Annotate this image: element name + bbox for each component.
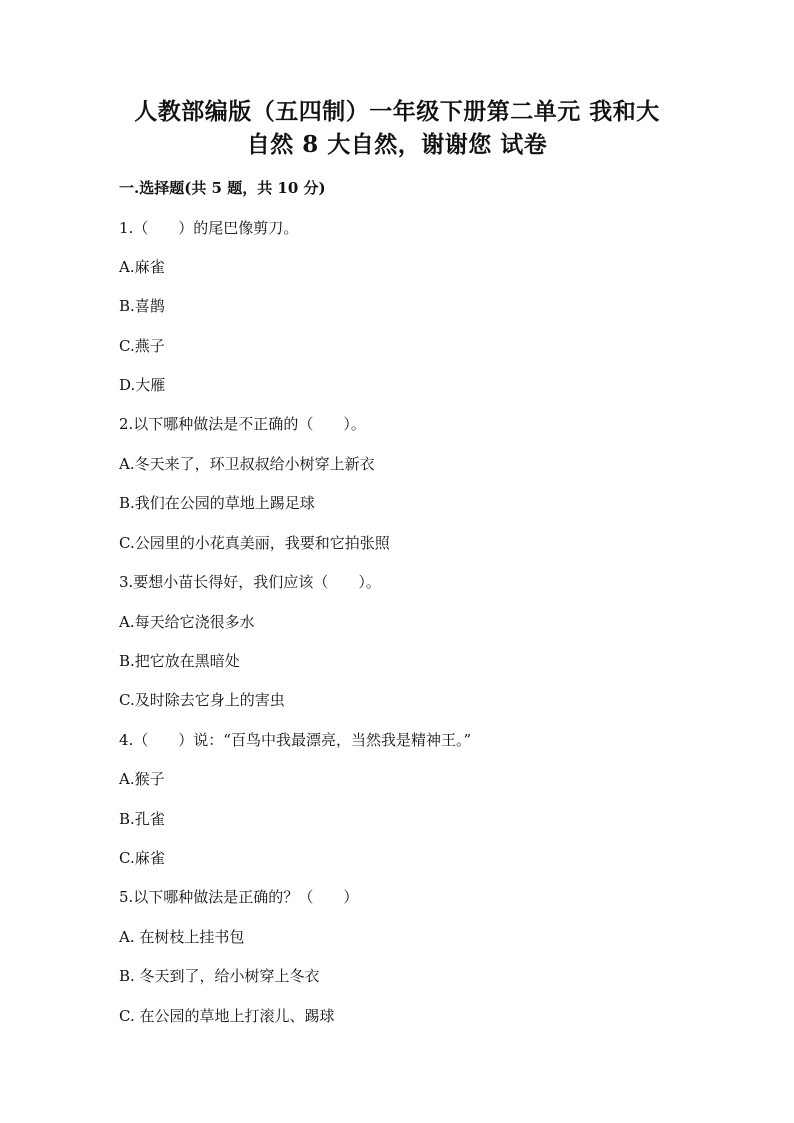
- question-4-option-c: C.麻雀: [119, 849, 165, 867]
- question-3-option-b: B.把它放在黑暗处: [119, 652, 240, 670]
- question-5-stem: 5.以下哪种做法是正确的？（ ）: [119, 888, 359, 906]
- question-1-option-a: A.麻雀: [119, 258, 165, 276]
- question-1-option-d: D.大雁: [119, 376, 166, 394]
- document-title-line-1: 人教部编版（五四制）一年级下册第二单元 我和大: [134, 98, 660, 125]
- question-5-option-c: C. 在公园的草地上打滚儿、踢球: [119, 1007, 335, 1025]
- question-4-stem: 4.（ ）说：“百鸟中我最漂亮，当然我是精神王。”: [119, 731, 472, 749]
- question-3-stem: 3.要想小苗长得好，我们应该（ ）。: [119, 573, 381, 591]
- question-3-option-a: A.每天给它浇很多水: [119, 613, 255, 631]
- question-1-stem: 1.（ ）的尾巴像剪刀。: [119, 219, 299, 237]
- question-3-option-c: C.及时除去它身上的害虫: [119, 691, 285, 709]
- question-4-option-b: B.孔雀: [119, 810, 165, 828]
- question-2-option-a: A.冬天来了，环卫叔叔给小树穿上新衣: [119, 455, 375, 473]
- document-title-line-2: 自然 8 大自然，谢谢您 试卷: [246, 131, 548, 158]
- question-1-option-b: B.喜鹊: [119, 297, 165, 315]
- question-4-option-a: A.猴子: [119, 770, 165, 788]
- question-5-option-a: A. 在树枝上挂书包: [119, 928, 245, 946]
- question-5-option-b: B. 冬天到了，给小树穿上冬衣: [119, 967, 320, 985]
- question-1-option-c: C.燕子: [119, 337, 165, 355]
- question-2-stem: 2.以下哪种做法是不正确的（ ）。: [119, 415, 366, 433]
- question-2-option-c: C.公园里的小花真美丽，我要和它拍张照: [119, 534, 390, 552]
- question-2-option-b: B.我们在公园的草地上踢足球: [119, 494, 315, 512]
- section-heading: 一.选择题(共 5 题，共 10 分): [119, 179, 326, 197]
